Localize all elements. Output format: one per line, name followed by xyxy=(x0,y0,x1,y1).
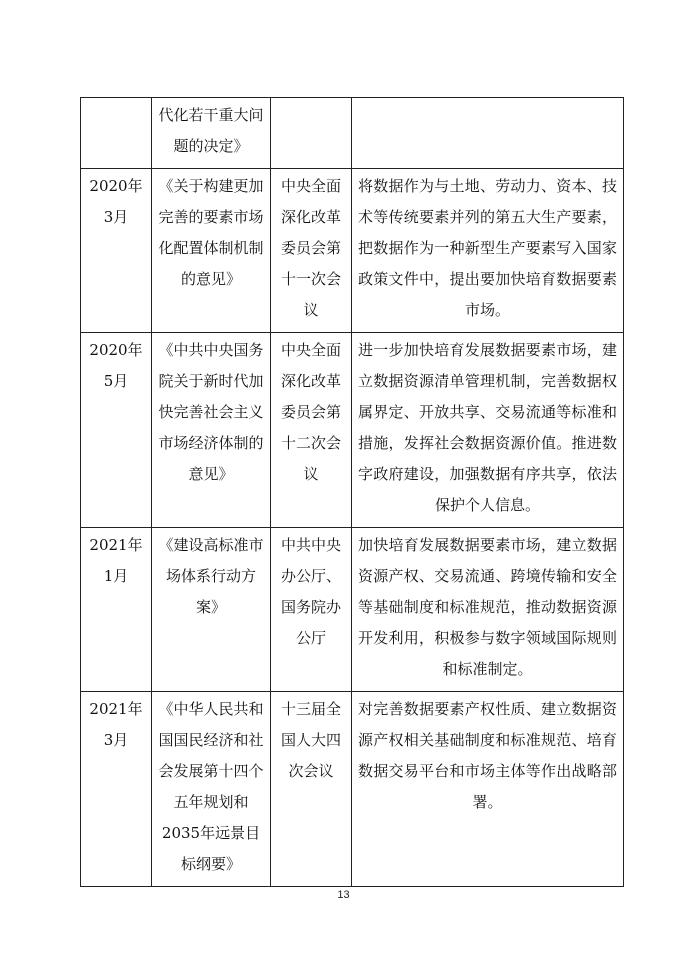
issuing-body-text: 中央全面深化改革委员会第十二次会议 xyxy=(280,341,341,483)
page-number: 13 xyxy=(337,889,350,901)
issuing-body-cell xyxy=(271,692,352,887)
date-text: 2021年1月 xyxy=(89,536,143,585)
content-cell xyxy=(352,169,624,333)
issuing-body-cell xyxy=(271,333,352,528)
content-cell xyxy=(352,528,624,692)
date-cell xyxy=(81,98,152,169)
content-text xyxy=(358,98,617,106)
document-name-cell xyxy=(152,692,271,887)
date-cell xyxy=(81,333,152,528)
content-cell xyxy=(352,333,624,528)
date-text: 2020年5月 xyxy=(89,341,143,390)
date-text: 2021年3月 xyxy=(89,700,143,749)
table-row xyxy=(81,98,624,169)
issuing-body-text: 中央全面深化改革委员会第十一次会议 xyxy=(280,177,341,319)
content-text: 加快培育发展数据要素市场，建立数据资源产权、交易流通、跨境传输和安全等基础制度和标准规范，推动数据资源开发利用，积极参与数字领域国际规则和标准制定。 xyxy=(358,536,617,678)
document-name-text: 《关于构建更加完善的要素市场化配置体制机制的意见》 xyxy=(158,177,264,288)
issuing-body-cell xyxy=(271,528,352,692)
table-row xyxy=(81,528,624,692)
document-name-text: 《中共中央国务院关于新时代加快完善社会主义市场经济体制的意见》 xyxy=(158,341,264,483)
issuing-body-text: 中共中央办公厅、国务院办公厅 xyxy=(280,536,341,647)
date-cell xyxy=(81,528,152,692)
table-row xyxy=(81,692,624,887)
document-name-cell xyxy=(152,98,271,169)
content-cell xyxy=(352,692,624,887)
document-name-cell xyxy=(152,169,271,333)
document-name-cell xyxy=(152,333,271,528)
date-cell xyxy=(81,169,152,333)
document-name-text: 《中华人民共和国国民经济和社会发展第十四个五年规划和2035年远景目标纲要》 xyxy=(158,700,264,873)
content-cell xyxy=(352,98,624,169)
date-text xyxy=(87,98,145,106)
issuing-body-text xyxy=(277,98,345,106)
date-cell xyxy=(81,692,152,887)
table-row xyxy=(81,333,624,528)
table-row xyxy=(81,169,624,333)
issuing-body-cell xyxy=(271,98,352,169)
document-name-cell xyxy=(152,528,271,692)
issuing-body-text: 十三届全国人大四次会议 xyxy=(280,700,341,780)
document-name-text: 代化若干重大问题的决定》 xyxy=(158,106,264,155)
document-name-text: 《建设高标准市场体系行动方案》 xyxy=(158,536,264,616)
issuing-body-cell xyxy=(271,169,352,333)
policy-table xyxy=(80,97,624,887)
date-text: 2020年3月 xyxy=(89,177,143,226)
content-text: 将数据作为与土地、劳动力、资本、技术等传统要素并列的第五大生产要素，把数据作为一种新型生产要素写入国家政策文件中，提出要加快培育数据要素市场。 xyxy=(358,177,617,319)
content-text: 对完善数据要素产权性质、建立数据资源产权相关基础制度和标准规范、培育数据交易平台和市场主体等作出战略部署。 xyxy=(358,700,617,811)
content-text: 进一步加快培育发展数据要素市场，建立数据资源清单管理机制，完善数据权属界定、开放共享、交易流通等标准和措施，发挥社会数据资源价值。推进数字政府建设，加强数据有序共享，依法保护个人信息。 xyxy=(358,341,617,514)
